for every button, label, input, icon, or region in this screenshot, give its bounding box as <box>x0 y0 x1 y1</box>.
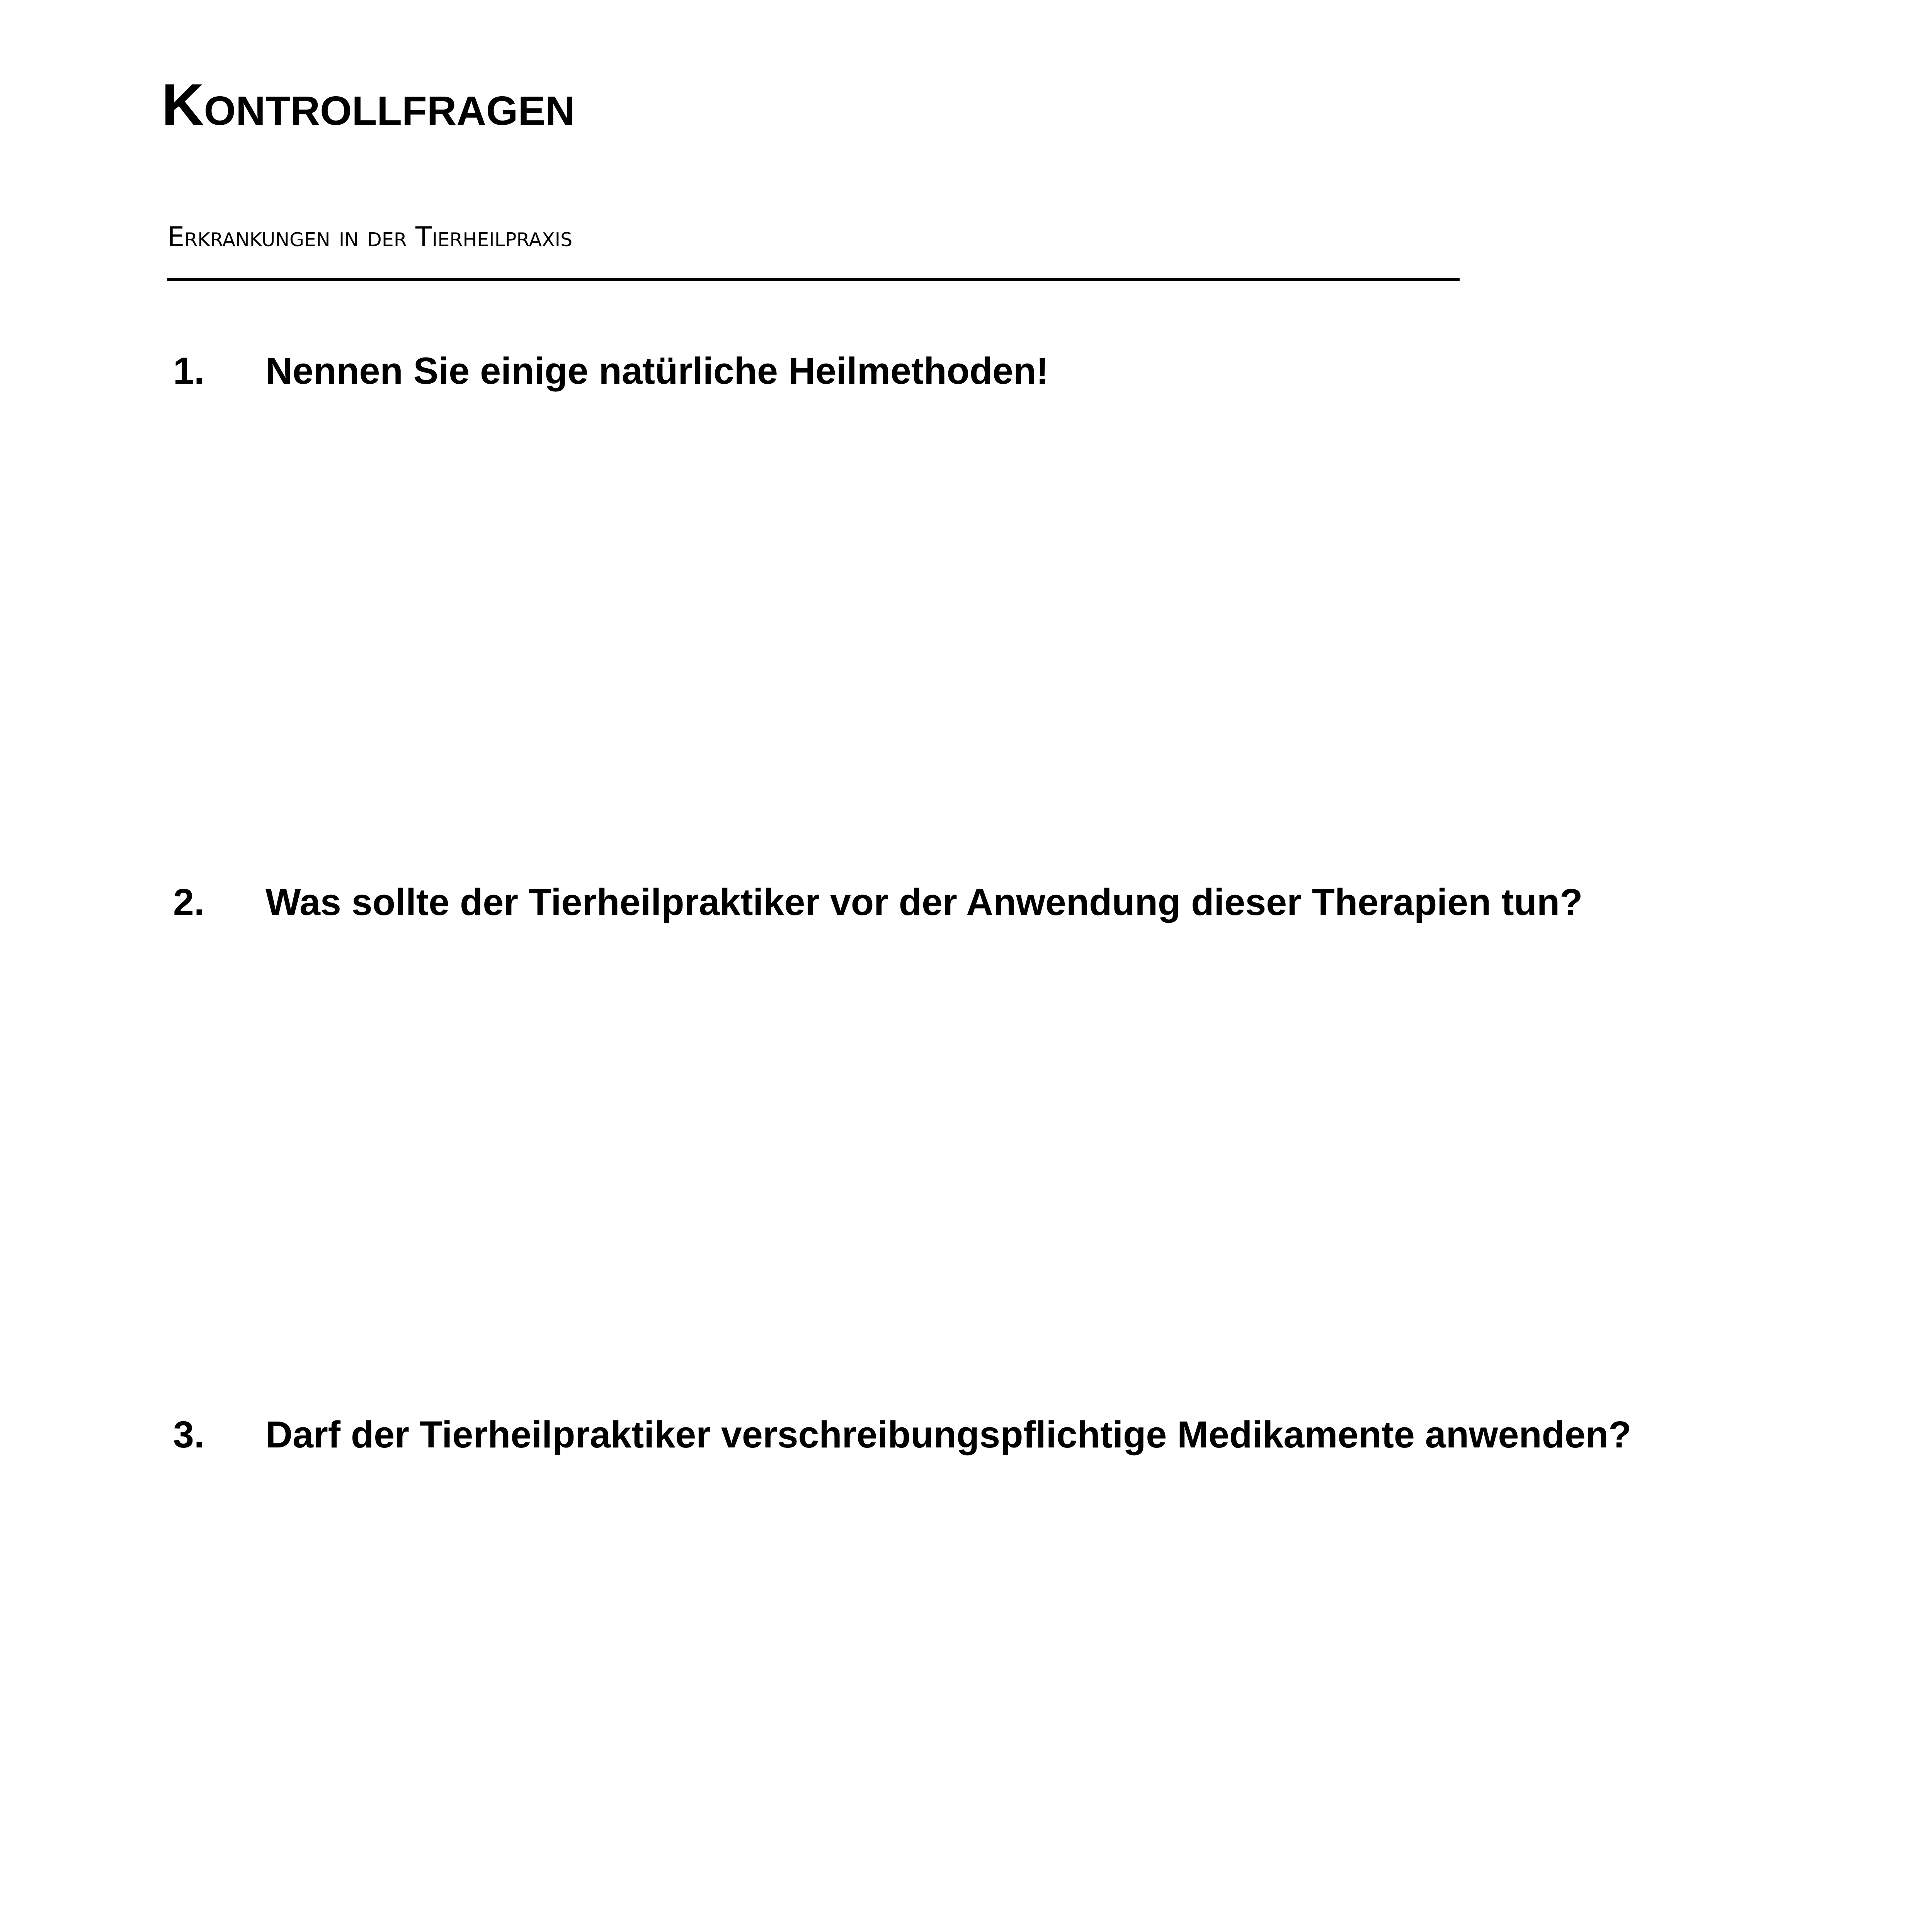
section-heading: Erkrankungen in der Tierheilpraxis <box>167 221 573 253</box>
question-number: 1. <box>173 350 204 392</box>
question-item <box>173 883 1582 921</box>
question-item <box>173 350 1049 392</box>
page-title: Kontrollfragen <box>162 72 575 138</box>
question-item <box>173 1413 1632 1456</box>
question-text: Nennen Sie einige natürliche Heilmethoden! <box>265 350 1049 392</box>
question-number: 2. <box>173 881 204 923</box>
question-number: 3. <box>173 1413 204 1456</box>
question-text: Darf der Tierheilpraktiker verschreibungspflichtige Medikamente anwenden? <box>265 1413 1632 1456</box>
question-text: Was sollte der Tierheilpraktiker vor der Anwendung dieser Therapien tun? <box>265 881 1583 923</box>
section-divider <box>167 278 1460 281</box>
